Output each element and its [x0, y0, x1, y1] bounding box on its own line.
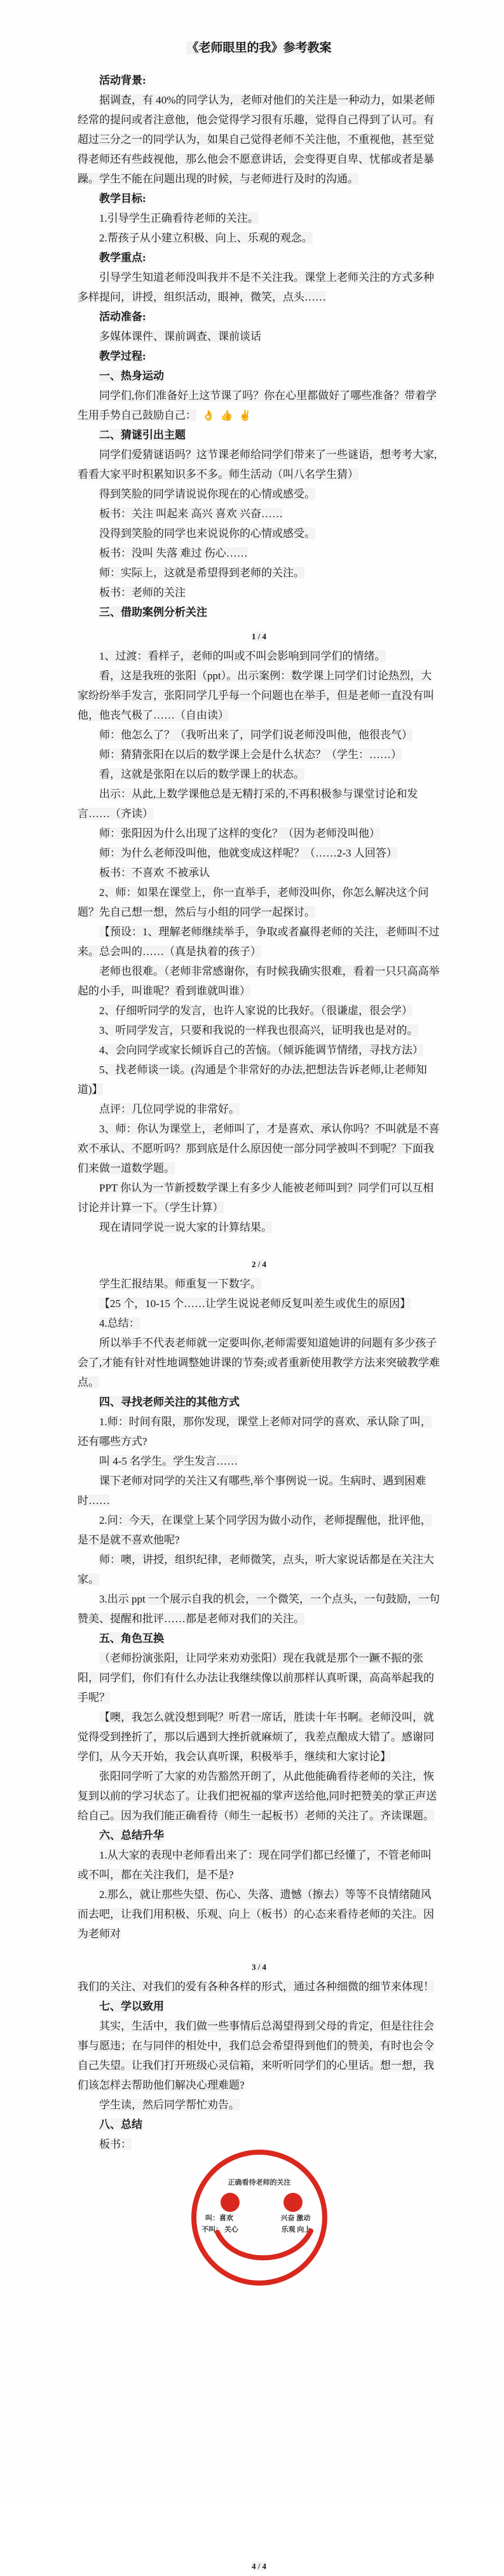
text-line: 八、总结	[99, 2118, 142, 2131]
document-body	[78, 71, 440, 2154]
paragraph	[78, 1040, 440, 1060]
board-label-excited: 兴奋 激动	[280, 2214, 310, 2222]
text-line: 板书：关注 叫起来 高兴 喜欢 兴奋……	[99, 508, 283, 520]
board-label-called: 叫：喜欢	[205, 2214, 233, 2222]
text-line: 学生汇报结果。师重复一下数字。	[99, 1278, 261, 1290]
paragraph	[78, 1451, 440, 1471]
text-line: 活动准备:	[99, 311, 146, 323]
text-line: 板书：没叫 失落 难过 伤心……	[99, 547, 248, 559]
text-line: 七、学以致用	[99, 2000, 164, 2012]
section-heading	[78, 1392, 440, 1412]
paragraph	[78, 268, 440, 307]
paragraph	[78, 1648, 440, 1707]
text-line: 看，这是我班的张阳（ppt）。出示案例：数学课上同学们讨论热烈，大家纷纷举手发言，张阳同学几乎每一个问题也在举手，但是老师一直没有叫他，他丧气极了……（自由读）	[78, 670, 434, 721]
paragraph	[78, 1333, 440, 1392]
paragraph	[78, 745, 440, 764]
text-line: 老师也很难。（老师非常感谢你，有时候我确实很难，看着一只只高高举起的小手，叫谁呢？看到谁就叫谁）	[78, 965, 440, 997]
text-line: 我们的关注、对我们的爱有各种各样的形式，通过各种细微的细节来体现！	[78, 1981, 434, 1993]
text-line: 五、角色互换	[99, 1632, 164, 1644]
text-line: 教学目标:	[99, 193, 146, 205]
section-heading	[78, 307, 440, 327]
paragraph	[78, 208, 440, 228]
page-marker	[78, 1255, 440, 1274]
text-line: 3、师：你认为课堂上，老师叫了，才是喜欢、承认你吗？不叫就是不喜欢不承认、不愿听吗？那到底是什么原因使一部分同学被叫不到呢？下面我们来做一道数学题。	[78, 1123, 440, 1174]
section-heading	[78, 425, 440, 445]
text-line: 板书：老师的关注	[99, 586, 186, 599]
text-line: 叫 4-5 名学生。学生发言……	[99, 1455, 238, 1467]
left-eye-icon	[221, 2193, 240, 2212]
board-label-optimistic: 乐观 向上	[281, 2226, 311, 2234]
text-line: 师：为什么老师没叫他，他就变成这样呢？（……2-3 人回答）	[99, 847, 397, 859]
text-line: 3 / 4	[251, 1962, 267, 1972]
text-line: 张阳同学听了大家的劝告豁然开朗了，从此他能确看待老师的关注，恢复到以前的学习状态了。让我们把祝福的掌声送给他,同时把赞美的掌正声送给自己。因为我们能正确看待（师生一起板书）老师的关注了。齐读课题。	[78, 1770, 437, 1822]
paragraph	[78, 445, 440, 484]
page-title: 《老师眼里的我》参考教案	[186, 41, 332, 55]
paragraph	[78, 1020, 440, 1040]
paragraph	[78, 1412, 440, 1451]
text-line: 1.引导学生正确看待老师的关注。	[99, 212, 259, 224]
paragraph	[78, 1178, 440, 1217]
paragraph	[78, 386, 440, 425]
section-heading	[78, 71, 440, 90]
text-line: 师：张阳因为什么出现了这样的变化？（因为老师没叫他）	[99, 827, 380, 839]
paragraph	[78, 1060, 440, 1099]
section-heading	[78, 366, 440, 386]
paragraph	[78, 764, 440, 784]
smiley-graphic	[164, 2141, 355, 2294]
paragraph	[78, 1707, 440, 1766]
paragraph	[78, 1099, 440, 1119]
paragraph	[78, 524, 440, 543]
thumbs-up-icon: 👍	[220, 409, 233, 421]
text-line: 四、寻找老师关注的其他方式	[99, 1396, 240, 1408]
right-eye-icon	[283, 2193, 303, 2212]
paragraph	[78, 543, 440, 563]
paragraph	[78, 2095, 440, 2115]
smile-icon	[217, 2231, 311, 2258]
paragraph	[78, 961, 440, 1001]
paragraph	[78, 327, 440, 346]
text-line: 教学过程:	[99, 350, 146, 362]
text-line: 1、过渡：看样子，老师的叫或不叫会影响到同学们的情绪。	[99, 650, 386, 662]
text-line: 师：实际上，这就是希望得到老师的关注。	[99, 567, 304, 579]
text-line: 3.出示 ppt 一个展示自我的机会，一个微笑，一个点头，一句鼓励，一句赞美、提醒和批评……都是老师对我们的关注。	[78, 1593, 440, 1625]
paragraph	[78, 1001, 440, 1020]
section-heading	[78, 1826, 440, 1845]
text-line: 【25 个，10-15 个……让学生说说老师反复叫差生或优生的原因】	[99, 1298, 411, 1310]
text-line: 2.那么，就让那些失望、伤心、失落、遗憾（擦去）等等不良情绪随风而去吧，让我们用积极、乐观、向上（板书）的心态来看待老师的关注。因为老师对	[78, 1888, 434, 1940]
paragraph	[78, 583, 440, 602]
section-heading	[78, 248, 440, 268]
page-marker	[78, 627, 440, 646]
board-label-not-called: 不叫： 关心	[201, 2226, 238, 2234]
paragraph	[78, 1550, 440, 1589]
text-line: 同学们,你们准备好上这节课了吗？你在心里都做好了哪些准备？带着学生用手势自己鼓励自己：	[78, 390, 437, 421]
paragraph	[78, 824, 440, 843]
blackboard-drawing	[78, 2141, 440, 2294]
text-line: 5、找老师谈一谈。(沟通是个非常好的办法,把想法告诉老师,让老师知道)】	[78, 1064, 427, 1095]
paragraph	[78, 1471, 440, 1510]
paragraph	[78, 228, 440, 248]
text-line: 六、总结升华	[99, 1829, 164, 1841]
text-line: 【噢，我怎么就没想到呢？听君一席话，胜读十年书啊。老师没叫，就觉得受到挫折了，那以后遇到大挫折就麻烦了，我差点酿成大错了。感谢同学们，从今天开始，我会认真听课，积极举手，继续和大家讨论】	[78, 1711, 434, 1763]
section-heading	[78, 2115, 440, 2134]
paragraph	[78, 863, 440, 883]
text-line: 一、热身运动	[99, 370, 164, 382]
paragraph	[78, 922, 440, 961]
text-line: 据调查，有 40%的同学认为，老师对他们的关注是一种动力，如果老师经常的提问或者注意他，他会觉得学习很有乐趣，觉得自己得到了认可。有超过三分之一的同学认为，如果自己觉得老师不关注他，不重视他，甚至觉得老师还有些歧视他，那么他会不愿意讲话，会变得更自卑、忧郁或者是暴躁。学生不能在问题出现的时候，与老师进行及时的沟通。	[78, 94, 435, 185]
ok-hand-icon: 👌	[202, 409, 215, 421]
text-line: 2 / 4	[251, 1259, 267, 1269]
paragraph	[78, 1313, 440, 1333]
text-line: 三、借助案例分析关注	[99, 606, 207, 618]
text-line: 2、仔细听同学的发言，也许人家说的比我好。（很谦虚，很会学）	[99, 1005, 412, 1017]
text-line: 教学重点:	[99, 252, 146, 264]
text-line: 板书：	[99, 2138, 132, 2150]
text-line: 1.师：时间有限，那你发现，课堂上老师对同学的喜欢、承认除了叫，还有哪些方式?	[78, 1416, 432, 1447]
text-line: 1.从大家的表现中老师看出来了：现在同学们都已经懂了，不管老师叫或不叫，都在关注我们，是不是?	[78, 1849, 432, 1881]
section-heading	[78, 602, 440, 622]
text-line: 现在请同学说一说大家的计算结果。	[99, 1221, 272, 1233]
text-line: 2、师：如果在课堂上，你一直举手，老师没叫你，你怎么解决这个问题？先自己想一想，然后与小组的同学一起探讨。	[78, 886, 429, 918]
paragraph	[78, 563, 440, 583]
text-line: 2.帮孩子从小建立积极、向上、乐观的观念。	[99, 232, 313, 244]
paragraph	[78, 646, 440, 666]
paragraph	[78, 1766, 440, 1826]
section-heading	[78, 189, 440, 208]
paragraph	[78, 90, 440, 189]
text-line: 师：猜猜张阳在以后的数学课上会是什么状态？（学生：……）	[99, 749, 402, 761]
paragraph	[78, 1274, 440, 1294]
paragraph	[78, 1510, 440, 1550]
text-line: PPT 你认为一节新授数学课上有多少人能被老师叫到？同学们可以互相讨论并计算一下。（学生计算）	[78, 1182, 434, 1214]
paragraph	[78, 1294, 440, 1313]
text-line: 同学们爱猜谜语吗？这节课老师给同学们带来了一些谜语，想考考大家,看看大家平时积累知识多不多。师生活动（叫八名学生猜）	[78, 449, 437, 480]
text-line: 【预设：1、理解老师继续举手，争取或者赢得老师的关注，老师叫不过来。总会叫的……（真是执着的孩子）	[78, 926, 440, 958]
paragraph	[78, 784, 440, 824]
section-heading	[78, 1996, 440, 2016]
text-line: 2.问：今天，在课堂上某个同学因为做小动作，老师提醒他，批评他，是不是就不喜欢他呢?	[78, 1514, 432, 1546]
text-line: 4.总结：	[99, 1317, 140, 1329]
paragraph	[78, 484, 440, 504]
paragraph	[78, 1845, 440, 1885]
paragraph	[78, 666, 440, 725]
text-line: 师：噢，讲授，组织纪律，老师微笑，点头，听大家说话都是在关注大家。	[78, 1554, 434, 1585]
text-line: 板书：不喜欢 不被承认	[99, 867, 210, 879]
paragraph	[78, 2016, 440, 2095]
text-line: 3、听同学发言，只要和我说的一样我也很高兴，证明我也是对的。	[99, 1024, 418, 1036]
text-line: 点评：几位同学说的非常好。	[99, 1103, 240, 1115]
text-line: 引导学生知道老师没叫我并不是不关注我。课堂上老师关注的方式多种多样提问，讲授，组织活动，眼神，微笑，点头……	[78, 271, 434, 303]
page-marker: 4 / 4	[251, 2561, 267, 2571]
text-line: 活动背景:	[99, 74, 146, 86]
text-line: 没得到笑脸的同学也来说说你的心情或感受。	[99, 527, 315, 539]
text-line: 所以举手不代表老师就一定要叫你,老师需要知道她讲的问题有多少孩子会了,才能有针对性地调整她讲课的节奏;或者重新使用教学方法来突破教学难点。	[78, 1337, 440, 1388]
text-line: 师：他怎么了？（我听出来了，同学们说老师没叫他，他很丧气）	[99, 729, 412, 741]
text-line: 多媒体课件、课前调查、课前谈话	[99, 330, 261, 342]
paragraph	[78, 843, 440, 863]
paragraph	[78, 1589, 440, 1629]
paragraph	[78, 1119, 440, 1178]
section-heading	[78, 346, 440, 366]
paragraph	[78, 1977, 440, 1996]
paragraph	[78, 1217, 440, 1237]
text-line: 1 / 4	[251, 632, 267, 641]
text-line: 看，这就是张阳在以后的数学课上的状态。	[99, 768, 304, 780]
paragraph	[78, 1885, 440, 1944]
paragraph	[78, 725, 440, 745]
text-line: 其实，生活中，我们做一些事情后总渴望得到父母的肯定，但是往往会事与愿违；在与同伴的相处中，我们总会希望得到他们的赞美，有时也会令自己失望。让我们打开班级心灵信箱，来听听同学们的心里话。想一想，我们该怎样去帮助他们解决心理难题?	[78, 2020, 434, 2091]
paragraph	[78, 883, 440, 922]
text-line: （老师扮演张阳，让同学来劝劝张阳）现在我就是那个一蹶不振的张阳，同学们，你们有什么办法让我继续像以前那样认真听课，高高举起我的手呢？	[78, 1652, 434, 1704]
text-line: 二、猜谜引出主题	[99, 429, 186, 441]
paragraph	[78, 504, 440, 524]
victory-hand-icon: ✌️	[238, 409, 252, 421]
board-caption: 正确看待老师的关注	[228, 2179, 290, 2186]
section-heading	[78, 1629, 440, 1648]
text-line: 课下老师对同学的关注又有哪些,举个事例说一说。生病时、遇到困难时……	[78, 1475, 426, 1507]
text-line: 学生读，然后同学帮忙劝告。	[99, 2099, 240, 2111]
page-marker	[78, 1958, 440, 1977]
text-line: 4、会向同学或家长倾诉自己的苦恼。（倾诉能调节情绪，寻找方法）	[99, 1044, 423, 1056]
text-line: 得到笑脸的同学请说说你现在的心情或感受。	[99, 488, 315, 500]
text-line: 出示：从此,上数学课他总是无精打采的,不再积极参与课堂讨论和发言……（齐读）	[78, 788, 418, 820]
